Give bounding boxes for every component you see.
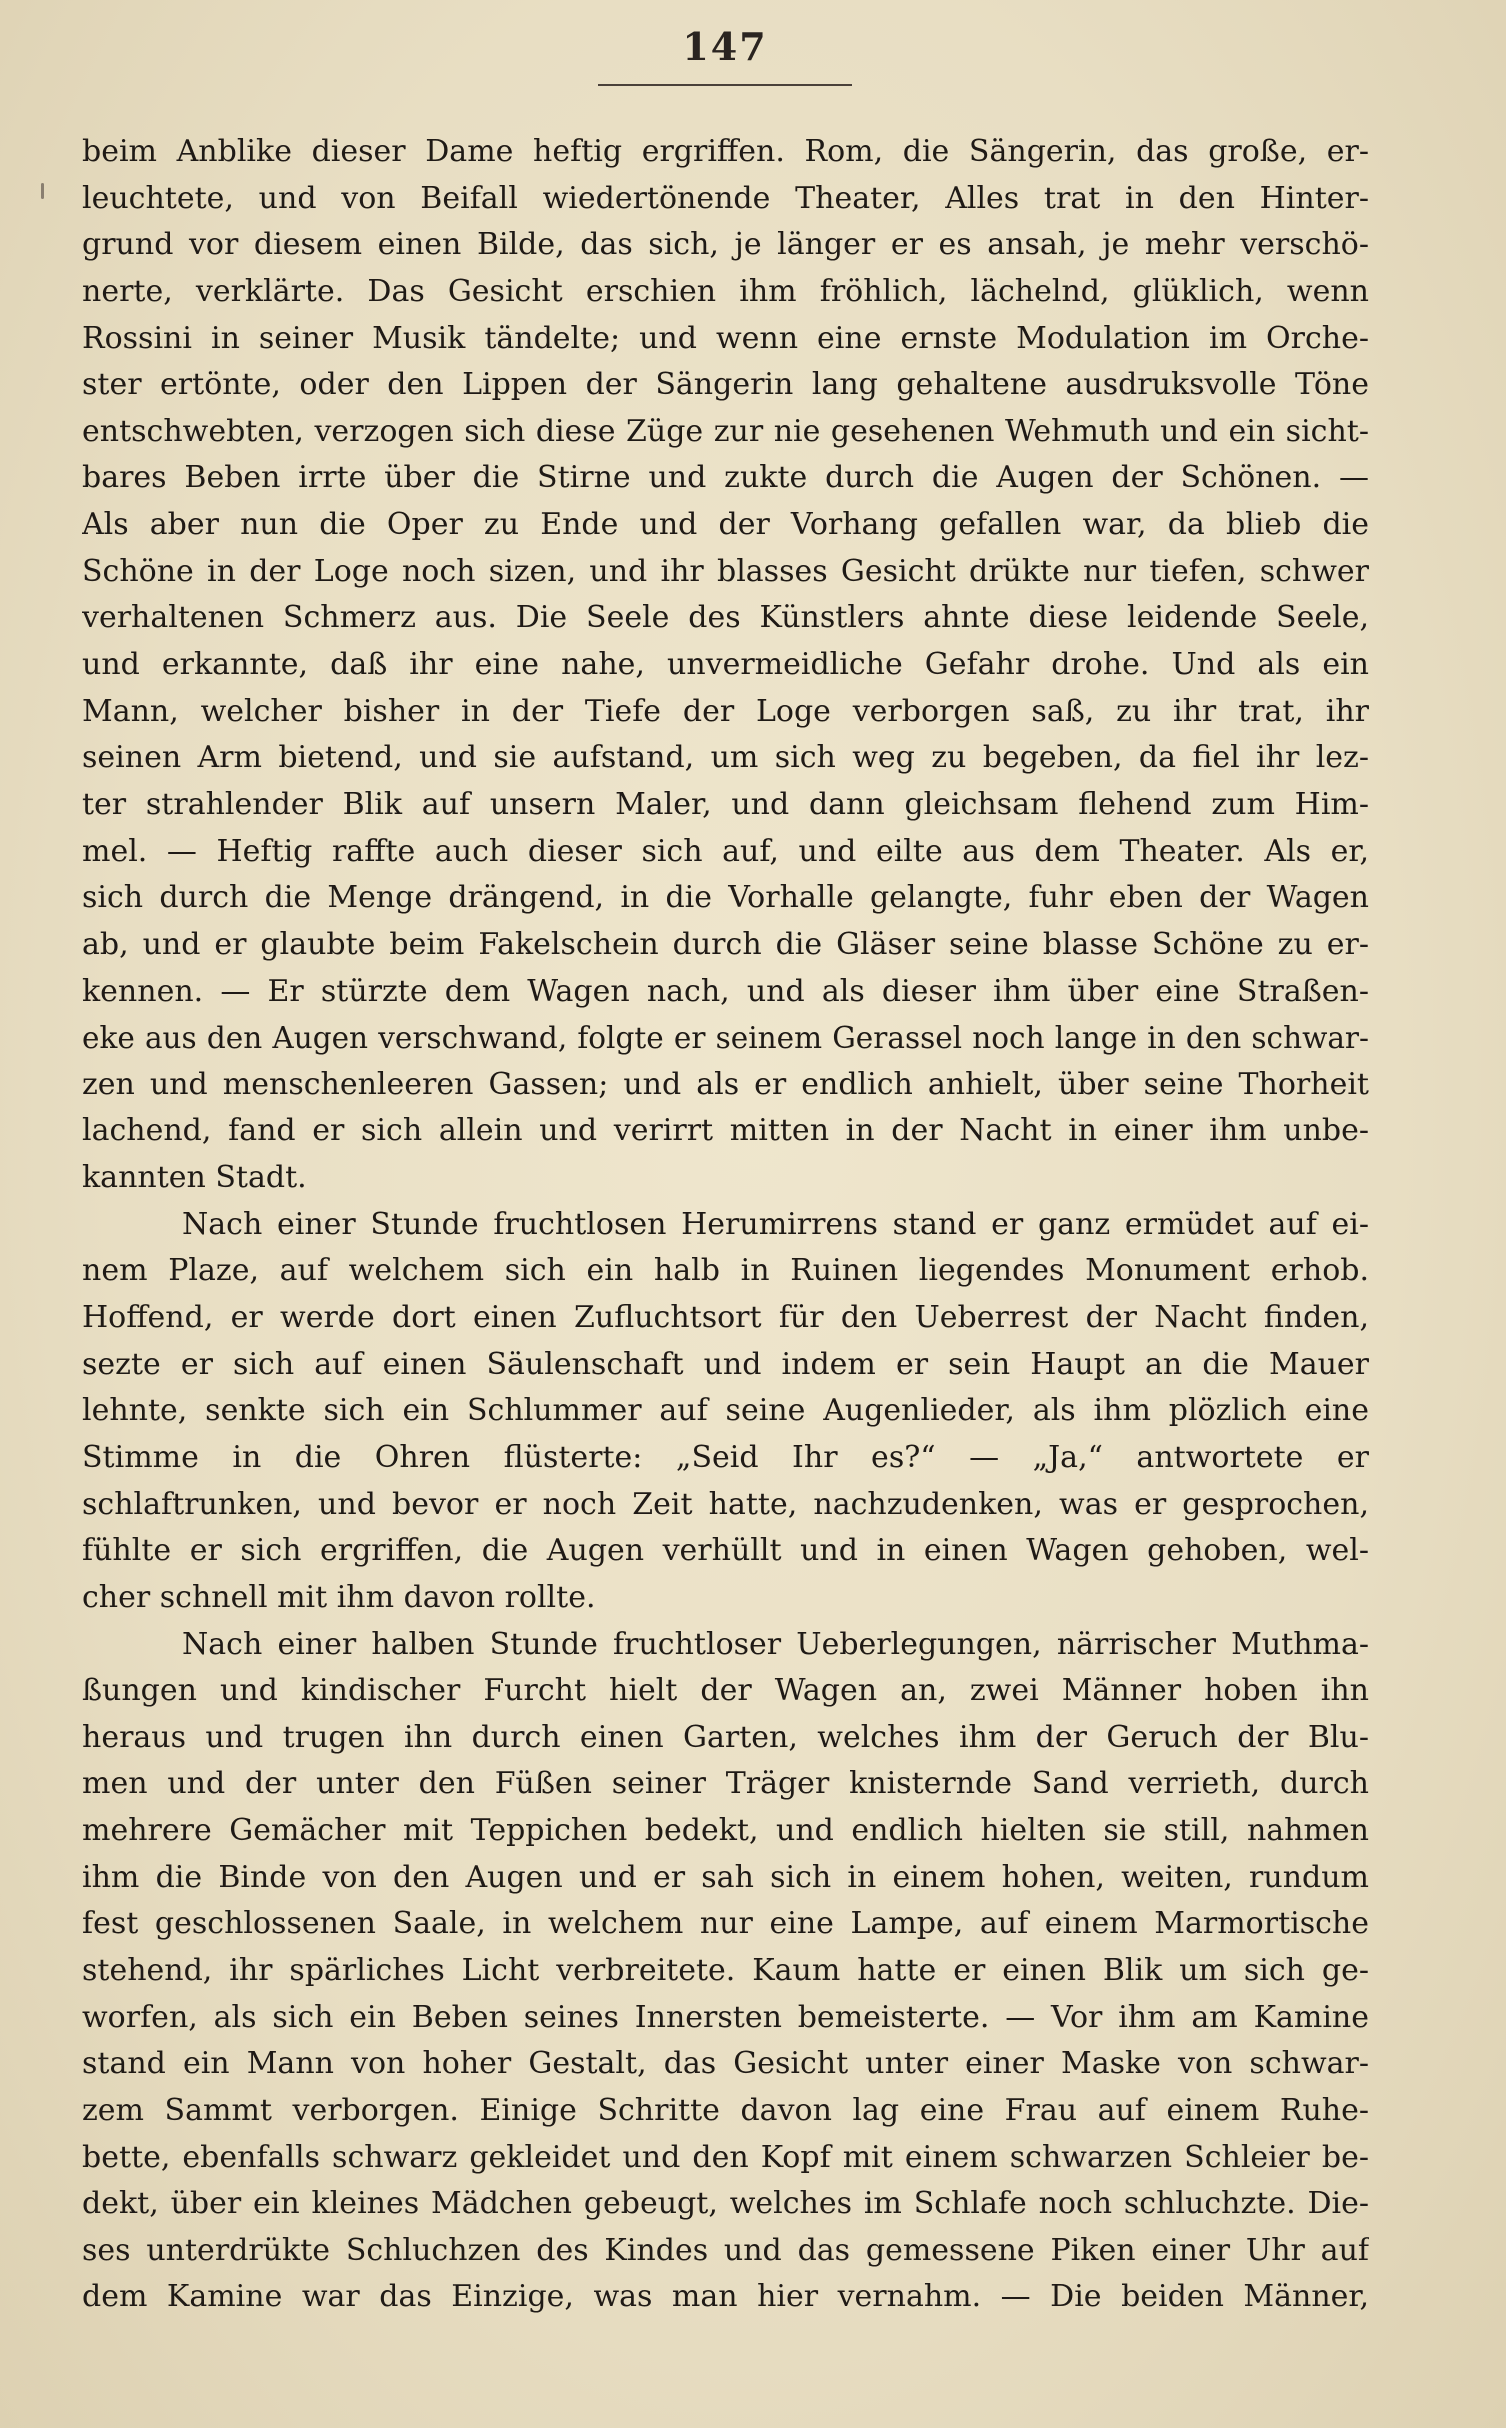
text-line: seinen Arm bietend, und sie aufstand, um sich weg zu begeben, da fiel ihr lez- xyxy=(82,740,1369,776)
text-line: Als aber nun die Oper zu Ende und der Vorhang gefallen war, da blieb die xyxy=(82,507,1369,543)
text-line: Mann, welcher bisher in der Tiefe der Loge verborgen saß, zu ihr trat, ihr xyxy=(82,693,1369,729)
text-line: dekt, über ein kleines Mädchen gebeugt, welches im Schlafe noch schluchzte. Die- xyxy=(82,2186,1369,2222)
text-line: Hoffend, er werde dort einen Zufluchtsort für den Ueberrest der Nacht finden, xyxy=(82,1300,1369,1336)
text-line: nem Plaze, auf welchem sich ein halb in Ruinen liegendes Monument erhob. xyxy=(82,1253,1369,1289)
header-rule xyxy=(598,84,852,86)
text-line: Nach einer halben Stunde fruchtloser Ueberlegungen, närrischer Muthma- xyxy=(182,1626,1369,1662)
text-line: mel. — Heftig raffte auch dieser sich auf, und eilte aus dem Theater. Als er, xyxy=(82,833,1369,869)
text-line: mehrere Gemächer mit Teppichen bedekt, und endlich hielten sie still, nahmen xyxy=(82,1813,1369,1849)
text-line: grund vor diesem einen Bilde, das sich, je länger er es ansah, je mehr verschö- xyxy=(82,227,1369,263)
text-line: men und der unter den Füßen seiner Träger knisternde Sand verrieth, durch xyxy=(82,1766,1369,1802)
text-line: stehend, ihr spärliches Licht verbreitete. Kaum hatte er einen Blik um sich ge- xyxy=(82,1952,1369,1988)
text-line: fest geschlossenen Saale, in welchem nur eine Lampe, auf einem Marmortische xyxy=(82,1906,1369,1942)
text-line: kennen. — Er stürzte dem Wagen nach, und als dieser ihm über eine Straßen- xyxy=(82,973,1369,1009)
text-line: ihm die Binde von den Augen und er sah sich in einem hohen, weiten, rundum xyxy=(82,1859,1369,1895)
text-line: eke aus den Augen verschwand, folgte er seinem Gerassel noch lange in den schwar- xyxy=(82,1021,1369,1056)
paragraph xyxy=(82,1202,1369,1622)
text-line: Schöne in der Loge noch sizen, und ihr blasses Gesicht drükte nur tiefen, schwer xyxy=(82,553,1369,589)
text-line: fühlte er sich ergriffen, die Augen verhüllt und in einen Wagen gehoben, wel- xyxy=(82,1533,1369,1569)
text-line: verhaltenen Schmerz aus. Die Seele des Künstlers ahnte diese leidende Seele, xyxy=(82,600,1369,636)
text-line: kannten Stadt. xyxy=(82,1160,307,1196)
text-line: lachend, fand er sich allein und verirrt mitten in der Nacht in einer ihm unbe- xyxy=(82,1113,1369,1149)
text-block xyxy=(82,129,1369,2321)
text-line: leuchtete, und von Beifall wiedertönende Theater, Alles trat in den Hinter- xyxy=(82,180,1369,216)
text-line: entschwebten, verzogen sich diese Züge zur nie gesehenen Wehmuth und ein sicht- xyxy=(82,413,1369,449)
text-line: ßungen und kindischer Furcht hielt der Wagen an, zwei Männer hoben ihn xyxy=(82,1673,1369,1709)
text-line: stand ein Mann von hoher Gestalt, das Gesicht unter einer Maske von schwar- xyxy=(82,2046,1369,2082)
text-line: Rossini in seiner Musik tändelte; und wenn eine ernste Modulation im Orche- xyxy=(82,320,1369,356)
text-line: zem Sammt verborgen. Einige Schritte davon lag eine Frau auf einem Ruhe- xyxy=(82,2092,1369,2128)
text-line: lehnte, senkte sich ein Schlummer auf seine Augenlieder, als ihm plözlich eine xyxy=(82,1393,1369,1429)
text-line: bares Beben irrte über die Stirne und zukte durch die Augen der Schönen. — xyxy=(82,460,1369,496)
text-line: Nach einer Stunde fruchtlosen Herumirrens stand er ganz ermüdet auf ei- xyxy=(182,1206,1369,1242)
text-line: ter strahlender Blik auf unsern Maler, und dann gleichsam flehend zum Him- xyxy=(82,786,1369,822)
text-line: zen und menschenleeren Gassen; und als er endlich anhielt, über seine Thorheit xyxy=(82,1066,1369,1102)
text-line: ab, und er glaubte beim Fakelschein durch die Gläser seine blasse Schöne zu er- xyxy=(82,926,1369,962)
text-line: worfen, als sich ein Beben seines Innersten bemeisterte. — Vor ihm am Kamine xyxy=(82,1999,1369,2035)
text-line: schlaftrunken, und bevor er noch Zeit hatte, nachzudenken, was er gesprochen, xyxy=(82,1486,1369,1522)
text-line: ster ertönte, oder den Lippen der Sängerin lang gehaltene ausdruksvolle Töne xyxy=(82,367,1369,403)
margin-mark xyxy=(41,183,44,199)
page-number: 147 xyxy=(682,24,768,69)
text-line: beim Anblike dieser Dame heftig ergriffen. Rom, die Sängerin, das große, er- xyxy=(82,134,1369,169)
text-line: cher schnell mit ihm davon rollte. xyxy=(82,1579,596,1615)
text-line: Stimme in die Ohren flüsterte: „Seid Ihr es?“ — „Ja,“ antwortete er xyxy=(82,1439,1369,1475)
text-line: sezte er sich auf einen Säulenschaft und indem er sein Haupt an die Mauer xyxy=(82,1346,1369,1382)
paragraph xyxy=(82,1622,1369,2322)
text-line: nerte, verklärte. Das Gesicht erschien ihm fröhlich, lächelnd, glüklich, wenn xyxy=(82,273,1369,309)
text-line: ses unterdrükte Schluchzen des Kindes und das gemessene Piken einer Uhr auf xyxy=(82,2232,1369,2268)
text-line: und erkannte, daß ihr eine nahe, unvermeidliche Gefahr drohe. Und als ein xyxy=(82,647,1369,683)
text-line: heraus und trugen ihn durch einen Garten, welches ihm der Geruch der Blu- xyxy=(82,1719,1369,1755)
text-line: sich durch die Menge drängend, in die Vorhalle gelangte, fuhr eben der Wagen xyxy=(82,880,1369,916)
paragraph xyxy=(82,129,1369,1202)
text-line: bette, ebenfalls schwarz gekleidet und den Kopf mit einem schwarzen Schleier be- xyxy=(82,2139,1369,2175)
text-line: dem Kamine war das Einzige, was man hier vernahm. — Die beiden Männer, xyxy=(82,2279,1369,2315)
